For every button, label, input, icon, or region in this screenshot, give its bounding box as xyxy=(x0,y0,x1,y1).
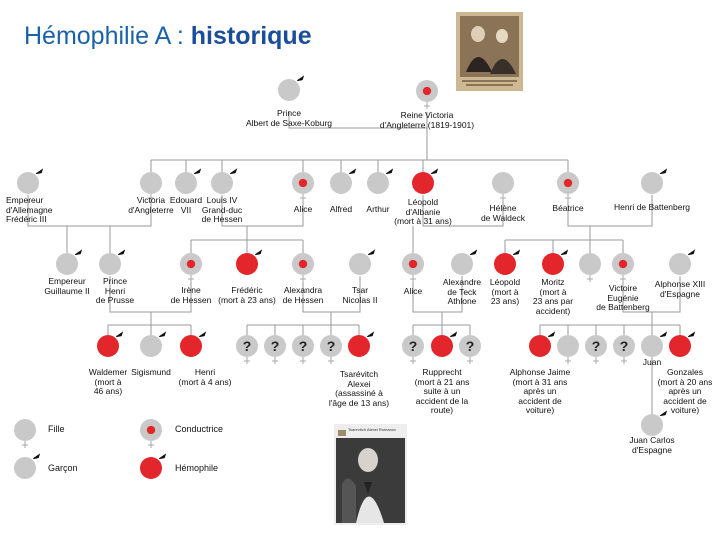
female-cross-icon xyxy=(565,357,571,364)
person-label: Hélène de Waldeck xyxy=(480,203,526,223)
female-cross-icon xyxy=(300,275,306,282)
person-helene xyxy=(492,172,514,201)
person-circle xyxy=(579,253,601,275)
person-circle xyxy=(367,172,389,194)
person-label: Victoria d'Angleterre xyxy=(128,195,174,215)
person-alice1 xyxy=(292,172,314,201)
male-arrow-icon xyxy=(230,170,236,174)
person-q6 xyxy=(459,335,481,364)
person-nicolas xyxy=(349,251,374,275)
male-arrow-icon xyxy=(36,170,42,174)
alexei-photo-caption: Tsarevitch Alexei Romanov xyxy=(348,427,397,432)
male-arrow-icon xyxy=(118,251,124,255)
male-arrow-icon xyxy=(33,455,39,459)
male-arrow-icon xyxy=(450,333,456,337)
carrier-dot xyxy=(423,87,431,95)
legend-label-female: Fille xyxy=(48,424,65,434)
person-circle xyxy=(17,172,39,194)
unknown-mark: ? xyxy=(408,338,418,354)
person-circle xyxy=(140,457,162,479)
person-label: Prince Henri de Prusse xyxy=(95,276,135,305)
person-albert xyxy=(278,77,303,101)
person-label: Tsar Nicolas II xyxy=(342,285,378,305)
person-unk-sp xyxy=(557,335,579,364)
male-arrow-icon xyxy=(548,333,554,337)
male-arrow-icon xyxy=(367,333,373,337)
person-circle xyxy=(431,335,453,357)
person-eugenie xyxy=(612,253,634,282)
male-arrow-icon xyxy=(660,170,666,174)
person-label: Alexandra de Hessen xyxy=(282,285,324,305)
female-cross-icon xyxy=(148,441,154,448)
person-edouard xyxy=(175,170,200,194)
female-cross-icon xyxy=(328,357,334,364)
person-victoria-q xyxy=(416,80,438,109)
female-cross-icon xyxy=(410,357,416,364)
male-arrow-icon xyxy=(513,251,519,255)
carrier-dot xyxy=(409,260,417,268)
legend-label-hemophile: Hémophile xyxy=(175,463,219,473)
person-guillaume xyxy=(56,251,81,275)
person-label: Edouard VII xyxy=(169,195,203,215)
title-emphasis: historique xyxy=(190,22,312,50)
person-label: Juan xyxy=(642,357,662,367)
person-circle xyxy=(641,172,663,194)
person-circle xyxy=(140,172,162,194)
person-circle xyxy=(669,253,691,275)
male-arrow-icon xyxy=(159,333,165,337)
person-label: Juan Carlos d'Espagne xyxy=(629,435,675,455)
person-circle xyxy=(14,457,36,479)
female-cross-icon xyxy=(565,194,571,201)
person-circle xyxy=(56,253,78,275)
person-label: Empereur Guillaume II xyxy=(44,276,90,296)
person-label: Alexandre de Teck Athlone xyxy=(442,277,482,306)
queen-victoria-portrait xyxy=(456,12,523,91)
female-cross-icon xyxy=(272,357,278,364)
person-beatrice xyxy=(557,172,579,201)
person-circle xyxy=(494,253,516,275)
female-cross-icon xyxy=(22,441,28,448)
person-frederic xyxy=(236,251,261,275)
person-circle xyxy=(669,335,691,357)
person-arthur xyxy=(367,170,392,194)
person-label: Béatrice xyxy=(552,203,584,213)
male-arrow-icon xyxy=(688,333,694,337)
legend-symbol-female xyxy=(14,419,36,448)
person-label: Empereur d'Allemagne Frédéric III xyxy=(6,195,53,224)
person-label: Tsarévitch Alexei (assassiné à l'âge de 13 ans) xyxy=(328,369,390,408)
male-arrow-icon xyxy=(159,455,165,459)
person-circle xyxy=(641,335,663,357)
person-henri-b xyxy=(641,170,666,194)
female-cross-icon xyxy=(244,357,250,364)
person-circle xyxy=(542,253,564,275)
male-arrow-icon xyxy=(386,170,392,174)
unknown-mark: ? xyxy=(465,338,475,354)
male-arrow-icon xyxy=(194,170,200,174)
person-label: Alfred xyxy=(329,204,353,214)
person-label: Gonzales (mort à 20 ans après un accident de voiture) xyxy=(657,367,713,415)
person-moritz xyxy=(542,251,567,275)
male-arrow-icon xyxy=(431,170,437,174)
unknown-mark: ? xyxy=(326,338,336,354)
person-label: Moritz (mort à 23 ans par accident) xyxy=(532,277,574,316)
person-circle xyxy=(412,172,434,194)
person-leopold1 xyxy=(412,170,437,194)
person-circle xyxy=(330,172,352,194)
legend-label-male: Garçon xyxy=(48,463,78,473)
person-frederic3 xyxy=(17,170,42,194)
female-cross-icon xyxy=(467,357,473,364)
male-arrow-icon xyxy=(75,251,81,255)
person-label: Reine Victoria d'Angleterre (1819-1901) xyxy=(379,110,475,130)
legend-symbol-hemophile xyxy=(140,455,165,479)
person-juan xyxy=(641,333,666,357)
person-circle xyxy=(349,253,371,275)
person-label: Irène de Hessen xyxy=(170,285,212,305)
male-arrow-icon xyxy=(688,251,694,255)
person-q3 xyxy=(292,335,314,364)
male-arrow-icon xyxy=(368,251,374,255)
person-circle xyxy=(99,253,121,275)
person-q5 xyxy=(402,335,424,364)
person-circle xyxy=(492,172,514,194)
queen-victoria-photo xyxy=(456,12,523,91)
male-arrow-icon xyxy=(470,251,476,255)
person-label: Léopold d'Albanie (mort à 31 ans) xyxy=(394,197,452,226)
person-alfonso13 xyxy=(669,251,694,275)
person-waldemer xyxy=(97,333,122,357)
female-cross-icon xyxy=(300,194,306,201)
person-circle xyxy=(557,335,579,357)
person-label: Prince Albert de Saxe-Koburg xyxy=(246,108,332,128)
carrier-dot xyxy=(299,179,307,187)
title-prefix: Hémophilie A : xyxy=(24,22,191,50)
person-label: Louis IV Grand-duc de Hessen xyxy=(201,195,243,224)
female-cross-icon xyxy=(300,357,306,364)
male-arrow-icon xyxy=(660,333,666,337)
person-label: Henri de Battenberg xyxy=(613,202,691,212)
person-circle xyxy=(278,79,300,101)
person-alex-teck xyxy=(451,251,476,275)
person-circle xyxy=(97,335,119,357)
legend-symbol-male xyxy=(14,455,39,479)
unknown-mark: ? xyxy=(242,338,252,354)
person-circle xyxy=(529,335,551,357)
male-arrow-icon xyxy=(116,333,122,337)
legend-label-carrier: Conductrice xyxy=(175,424,224,434)
person-label: Victoire Eugénie de Battenberg xyxy=(596,283,650,312)
person-circle xyxy=(140,335,162,357)
male-arrow-icon xyxy=(561,251,567,255)
person-label: Sigismund xyxy=(131,367,171,377)
person-q2 xyxy=(264,335,286,364)
male-arrow-icon xyxy=(297,77,303,81)
person-alexandra xyxy=(292,253,314,282)
female-cross-icon xyxy=(424,102,430,109)
person-circle xyxy=(451,253,473,275)
person-label: Alice xyxy=(293,204,313,214)
male-arrow-icon xyxy=(349,170,355,174)
person-henri-h xyxy=(180,333,205,357)
person-label: Léopold (mort à 23 ans) xyxy=(489,277,521,306)
carrier-dot xyxy=(187,260,195,268)
person-label: Arthur xyxy=(366,204,390,214)
carrier-dot xyxy=(564,179,572,187)
person-rupprecht xyxy=(431,333,456,357)
unknown-mark: ? xyxy=(298,338,308,354)
person-circle xyxy=(641,414,663,436)
person-label: Rupprecht (mort à 21 ans suite à un accident de la route) xyxy=(414,367,470,415)
person-q1 xyxy=(236,335,258,364)
person-circle xyxy=(211,172,233,194)
carrier-dot xyxy=(299,260,307,268)
person-label: Alphonse XIII d'Espagne xyxy=(654,279,706,299)
person-label: Waldemer (mort à 46 ans) xyxy=(88,367,128,396)
female-cross-icon xyxy=(500,194,506,201)
male-arrow-icon xyxy=(255,251,261,255)
person-louis4 xyxy=(211,170,236,194)
person-sigismund xyxy=(140,333,165,357)
alexei-photo xyxy=(334,424,407,525)
person-circle xyxy=(348,335,370,357)
person-circle xyxy=(236,253,258,275)
person-henri-p xyxy=(99,251,124,275)
female-cross-icon xyxy=(188,275,194,282)
person-label: Alphonse Jaime (mort à 31 ans après un accident de voiture) xyxy=(509,367,571,415)
person-circle xyxy=(175,172,197,194)
person-gonzales xyxy=(669,333,694,357)
male-arrow-icon xyxy=(199,333,205,337)
legend-symbol-carrier xyxy=(140,419,162,448)
carrier-dot xyxy=(619,260,627,268)
carrier-dot xyxy=(147,426,155,434)
person-circle xyxy=(14,419,36,441)
unknown-mark: ? xyxy=(619,338,629,354)
unknown-mark: ? xyxy=(591,338,601,354)
person-label: Frédéric (mort à 23 ans) xyxy=(218,285,276,305)
person-circle xyxy=(180,335,202,357)
person-alexei xyxy=(348,333,373,357)
unknown-mark: ? xyxy=(270,338,280,354)
person-label: Alice xyxy=(403,286,423,296)
person-label: Henri (mort à 4 ans) xyxy=(178,367,232,387)
person-alfred xyxy=(330,170,355,194)
person-alfonso-j xyxy=(529,333,554,357)
person-q4 xyxy=(320,335,342,364)
person-leopold2 xyxy=(494,251,519,275)
alexei-portrait xyxy=(334,424,407,525)
person-irene xyxy=(180,253,202,282)
